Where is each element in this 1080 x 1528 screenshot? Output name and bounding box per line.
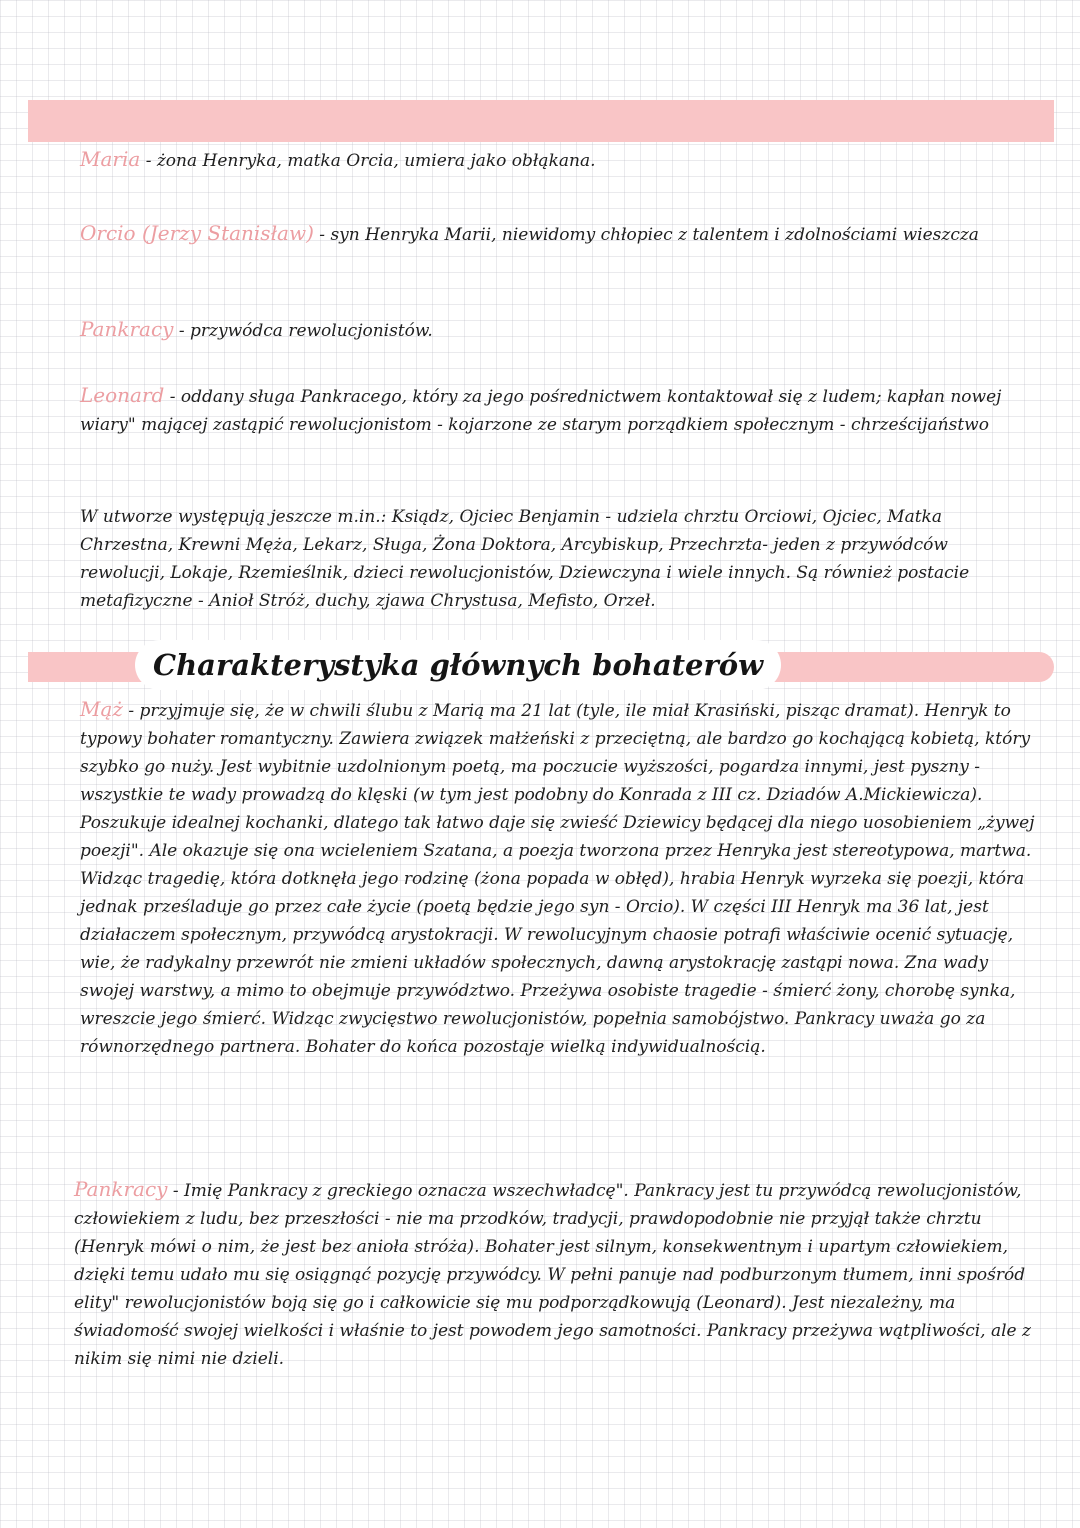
other-characters-paragraph: W utworze występują jeszcze m.in.: Ksiądz, Ojciec Benjamin - udziela chrztu Orciowi, Ojciec, Matka Chrzestna, Krewni Męża, Lekarz, Sługa, Żona Doktora, Arcybiskup, Przechrzta- jeden z przywódców rewolucji, Lokaje, Rzemieślnik, dzieci rewolucjonistów, Dziewczyna i wiele innych. Są również postacie metafizyczne - Anioł Stróż, duchy, zjawa Chrystusa, Mefisto, Orzeł.: [80, 507, 970, 611]
character-entry-maz: [80, 695, 1035, 1061]
character-entry-pankracy-detail: [74, 1175, 1035, 1373]
character-name: Leonard: [80, 383, 165, 407]
character-entry-maria: [80, 145, 1035, 175]
character-entry-orcio: [80, 219, 1035, 249]
character-desc: - żona Henryka, matka Orcia, umiera jako obłąkana.: [140, 151, 596, 171]
character-desc: - Imię Pankracy z greckiego oznacza wszechwładcę". Pankracy jest tu przywódcą rewolucjonistów, człowiekiem z ludu, bez przeszłości - nie ma przodków, tradycji, prawdopodobnie nie przyjął także chrztu (Henryk mówi o nim, że jest bez anioła stróża). Bohater jest silnym, konsekwentnym i upartym człowiekiem, dzięki temu udało mu się osiągnąć pozycję przywódcy. W pełni panuje nad podburzonym tłumem, inni spośród elity" rewolucjonistów boją się go i całkowicie się mu podporządkowują (Leonard). Jest niezależny, ma świadomość swojej wielkości i właśnie to jest powodem jego samotności. Pankracy przeżywa wątpliwości, ale z nikim się nimi nie dzieli.: [74, 1181, 1031, 1369]
character-name: Maria: [80, 147, 141, 171]
character-name: Mąż: [80, 697, 123, 721]
character-desc: - przywódca rewolucjonistów.: [173, 321, 433, 341]
character-desc: - oddany sługa Pankracego, który za jego pośrednictwem kontaktował się z ludem; kapłan nowej wiary" mającej zastąpić rewolucjonistom - kojarzone ze starym porządkiem społecznym - chrześcijaństwo: [80, 387, 1002, 435]
section-title: Charakterystyka głównych bohaterów: [135, 640, 781, 690]
header-band: [28, 100, 1054, 142]
character-entry-pankracy: [80, 315, 1035, 345]
character-name: Pankracy: [80, 317, 174, 341]
character-desc: - przyjmuje się, że w chwili ślubu z Marią ma 21 lat (tyle, ile miał Krasiński, pisząc dramat). Henryk to typowy bohater romantyczny. Zawiera związek małżeński z przeciętną, ale bardzo go kochającą kobietą, który szybko go nuży. Jest wybitnie uzdolnionym poetą, ma poczucie wyższości, pogardza innymi, jest pyszny - wszystkie te wady prowadzą do klęski (w tym jest podobny do Konrada z III cz. Dziadów A.Mickiewicza). Poszukuje idealnej kochanki, dlatego tak łatwo daje się zwieść Dziewicy będącej dla niego uosobieniem „żywej poezji". Ale okazuje się ona wcieleniem Szatana, a poezja tworzona przez Henryka jest stereotypowa, martwa. Widząc tragedię, która dotknęła jego rodzinę (żona popada w obłęd), hrabia Henryk wyrzeka się poezji, która jednak prześladuje go przez całe życie (poetą będzie jego syn - Orcio). W części III Henryk ma 36 lat, jest działaczem społecznym, przywódcą arystokracji. W rewolucyjnym chaosie potrafi właściwie ocenić sytuację, wie, że radykalny przewrót nie zmieni układów społecznych, dawną arystokrację zastąpi nowa. Zna wady swojej warstwy, a mimo to obejmuje przywództwo. Przeżywa osobiste tragedie - śmierć żony, chorobę synka, wreszcie jego śmierć. Widząc zwycięstwo rewolucjonistów, popełnia samobójstwo. Pankracy uważa go za równorzędnego partnera. Bohater do końca pozostaje wielką indywidualnością.: [80, 701, 1035, 1057]
character-name: Pankracy: [74, 1177, 168, 1201]
character-entry-leonard: [80, 381, 1035, 439]
character-desc: - syn Henryka Marii, niewidomy chłopiec z talentem i zdolnościami wieszcza: [313, 225, 979, 245]
character-name: Orcio (Jerzy Stanisław): [80, 221, 314, 245]
